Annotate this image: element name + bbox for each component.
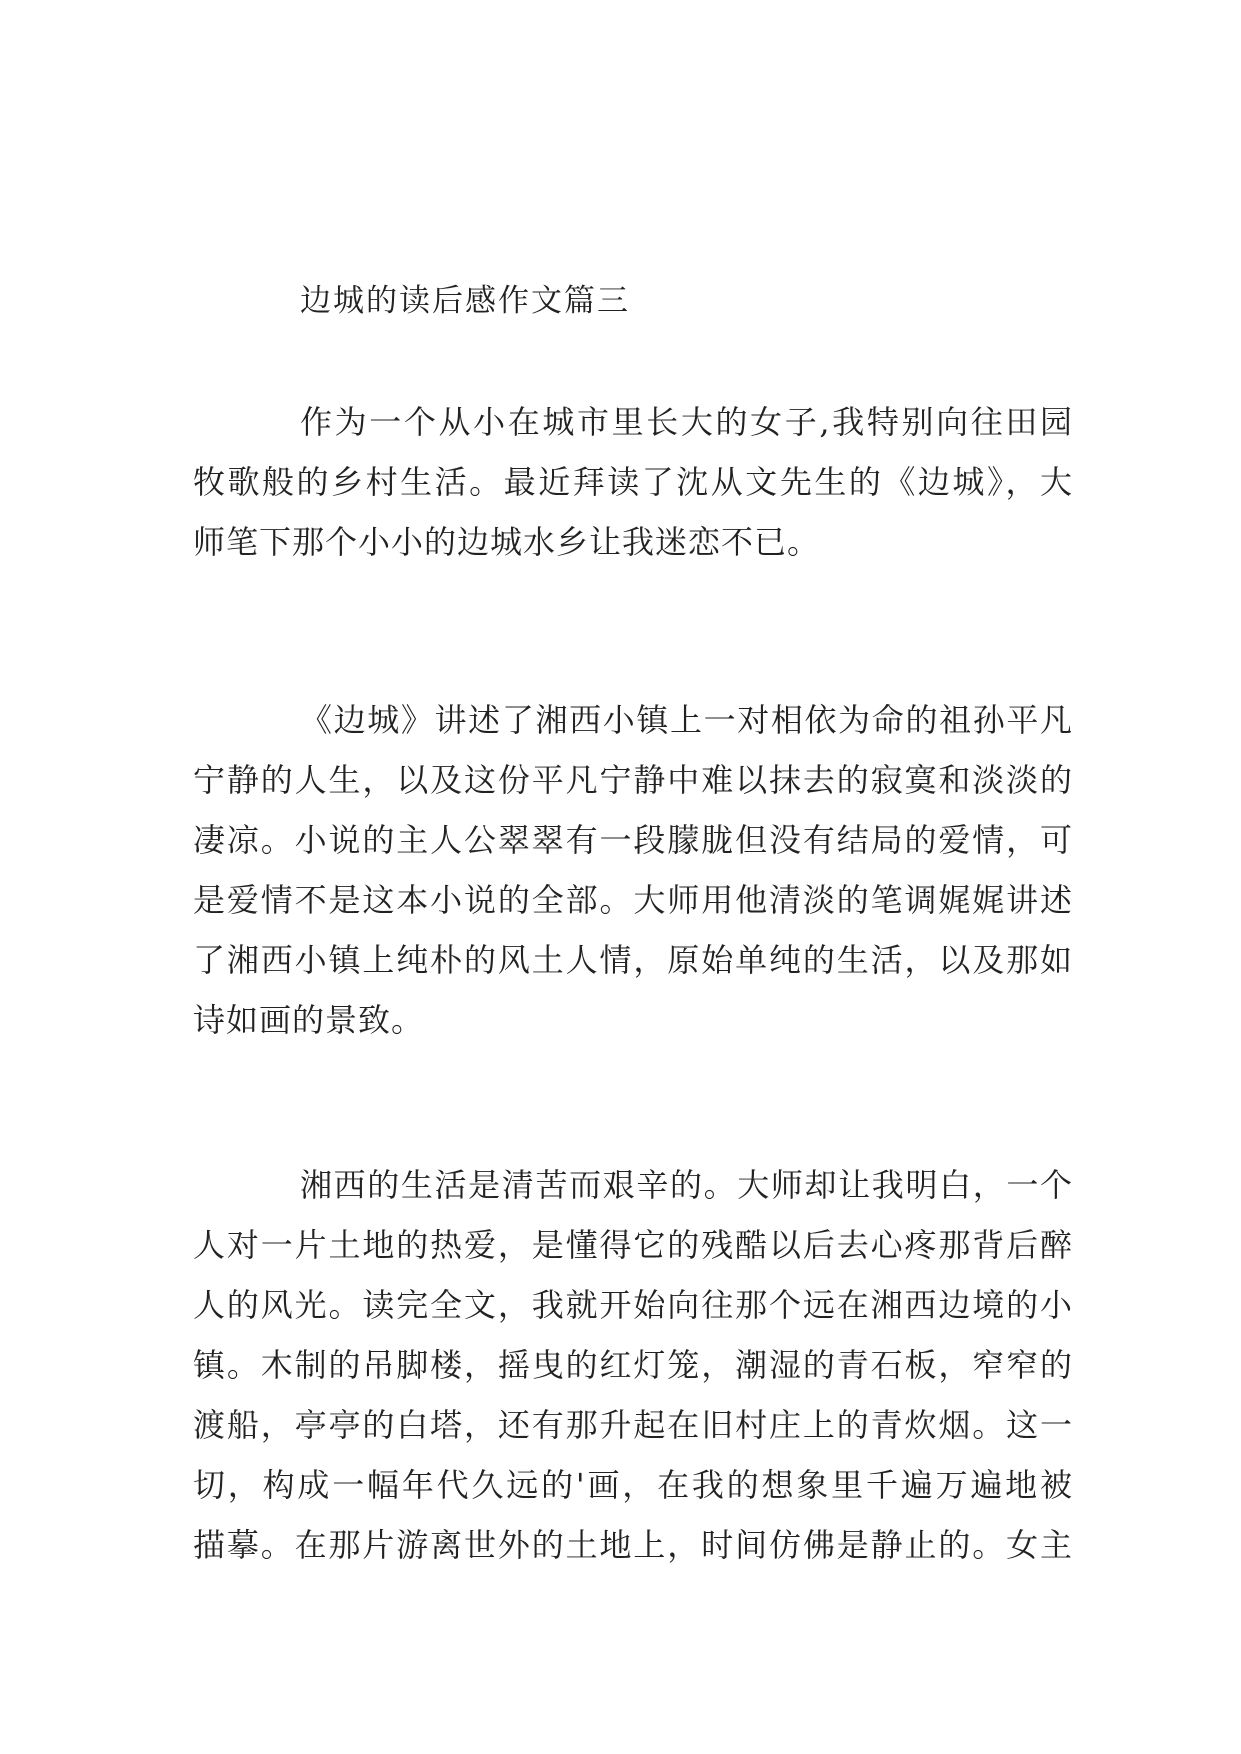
text-line: 牧歌般的乡村生活。最近拜读了沈从文先生的《边城》，大: [193, 463, 1073, 501]
text-line: 湘西的生活是清苦而艰辛的。大师却让我明白，一个: [300, 1166, 1073, 1204]
document-title: 边城的读后感作文篇三: [300, 283, 630, 319]
text-line: 描摹。在那片游离世外的土地上，时间仿佛是静止的。女主: [193, 1526, 1073, 1564]
text-line: 人的风光。读完全文，我就开始向往那个远在湘西边境的小: [193, 1286, 1073, 1324]
text-line: 师笔下那个小小的边城水乡让我迷恋不已。: [193, 523, 821, 561]
text-line: 凄凉。小说的主人公翠翠有一段朦胧但没有结局的爱情，可: [193, 821, 1073, 859]
paragraph-2: [193, 690, 1073, 1050]
text-line: 了湘西小镇上纯朴的风土人情，原始单纯的生活，以及那如: [193, 941, 1073, 979]
paragraph-3: [193, 1155, 1073, 1575]
text-line: 人对一片土地的热爱，是懂得它的残酷以后去心疼那背后醉: [193, 1226, 1073, 1264]
text-line: 是爱情不是这本小说的全部。大师用他清淡的笔调娓娓讲述: [193, 881, 1073, 919]
text-line: 诗如画的景致。: [193, 1001, 425, 1039]
text-line: 切，构成一幅年代久远的'画，在我的想象里千遍万遍地被: [193, 1466, 1073, 1504]
text-line: 宁静的人生，以及这份平凡宁静中难以抹去的寂寞和淡淡的: [193, 761, 1073, 799]
text-line: 作为一个从小在城市里长大的女子,我特别向往田园: [300, 403, 1073, 441]
text-line: 《边城》讲述了湘西小镇上一对相依为命的祖孙平凡: [300, 701, 1073, 739]
text-line: 渡船，亭亭的白塔，还有那升起在旧村庄上的青炊烟。这一: [193, 1406, 1073, 1444]
text-line: 镇。木制的吊脚楼，摇曳的红灯笼，潮湿的青石板，窄窄的: [193, 1346, 1073, 1384]
paragraph-1: [193, 392, 1073, 572]
